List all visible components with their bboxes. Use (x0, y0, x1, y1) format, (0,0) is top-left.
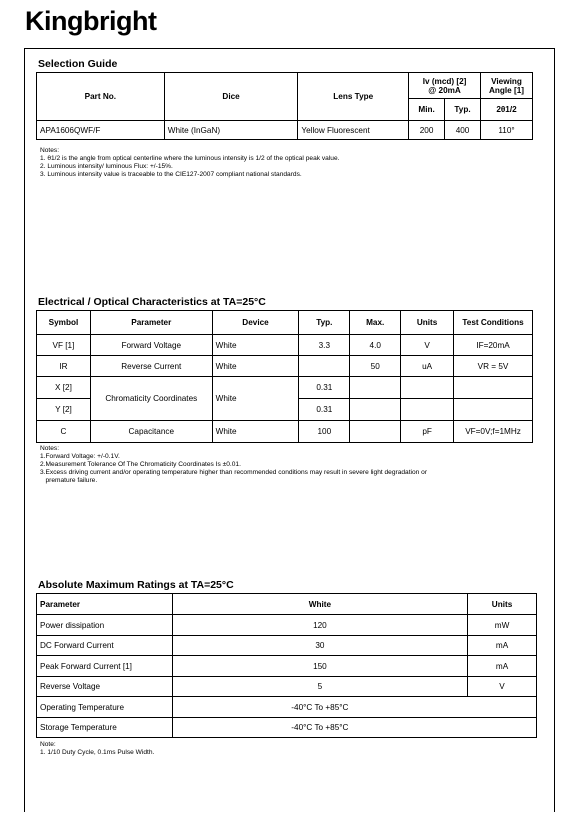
selection-guide-title: Selection Guide (38, 58, 118, 70)
iv-typ-cell: 400 (445, 121, 481, 140)
device-cell: White (212, 421, 299, 443)
note-line: 2.Measurement Tolerance Of The Chromaticity Coordinates Is ±0.01. (40, 461, 241, 468)
header-viewing-line1: Viewing (491, 76, 522, 86)
header-viewing-line2: Angle [1] (488, 85, 525, 95)
symbol-cell: Y [2] (37, 399, 91, 421)
units-cell: mA (468, 656, 537, 677)
header-dice: Dice (164, 73, 298, 121)
header-units: Units (401, 311, 454, 335)
note-line: Notes: (40, 445, 60, 452)
selection-guide-table (36, 72, 533, 140)
header-iv-line2: @ 20mA (428, 85, 461, 95)
typ-cell: 0.31 (299, 377, 350, 399)
parameter-cell: Operating Temperature (37, 697, 173, 718)
units-cell (401, 399, 454, 421)
header-white: White (172, 594, 467, 615)
condition-cell (454, 399, 533, 421)
note-line: 2. Luminous intensity/ luminous Flux: +/-15%. (40, 163, 173, 170)
header-theta: 2θ1/2 (481, 99, 533, 121)
parameter-cell: Storage Temperature (37, 718, 173, 738)
note-line: Notes: (40, 147, 60, 154)
header-typ: Typ. (445, 99, 481, 121)
device-cell: White (212, 377, 299, 421)
angle-cell: 110° (481, 121, 533, 140)
header-parameter: Parameter (90, 311, 212, 335)
header-units: Units (468, 594, 537, 615)
condition-cell (454, 377, 533, 399)
parameter-cell: Reverse Voltage (37, 677, 173, 697)
value-cell: -40°C To +85°C (172, 697, 536, 718)
symbol-cell: VF [1] (37, 335, 91, 356)
header-viewing-angle (481, 73, 533, 99)
value-cell: 120 (172, 615, 467, 636)
symbol-cell: C (37, 421, 91, 443)
parameter-cell: Power dissipation (37, 615, 173, 636)
condition-cell: VF=0V;f=1MHz (454, 421, 533, 443)
header-symbol: Symbol (37, 311, 91, 335)
units-cell: mA (468, 636, 537, 656)
brand-logo: Kingbright (25, 6, 157, 36)
header-lens-type: Lens Type (298, 73, 409, 121)
parameter-cell: Chromaticity Coordinates (90, 377, 212, 421)
note-line: 1.Forward Voltage: +/-0.1V. (40, 453, 120, 460)
note-line: premature failure. (40, 477, 98, 484)
parameter-cell: Capacitance (90, 421, 212, 443)
value-cell: 5 (172, 677, 467, 697)
units-cell (401, 377, 454, 399)
parameter-cell: Forward Voltage (90, 335, 212, 356)
typ-cell: 3.3 (299, 335, 350, 356)
note-line: 1. θ1/2 is the angle from optical centerline where the luminous intensity is 1/2 of the optical peak value. (40, 155, 340, 162)
header-device: Device (212, 311, 299, 335)
condition-cell: VR = 5V (454, 356, 533, 377)
electrical-table (36, 310, 533, 443)
symbol-cell: X [2] (37, 377, 91, 399)
note-line: 1. 1/10 Duty Cycle, 0.1ms Pulse Width. (40, 749, 155, 756)
absolute-ratings-notes (40, 741, 154, 757)
header-iv (409, 73, 481, 99)
parameter-cell: Reverse Current (90, 356, 212, 377)
units-cell: V (468, 677, 537, 697)
part-no-cell: APA1606QWF/F (37, 121, 165, 140)
units-cell: pF (401, 421, 454, 443)
header-parameter: Parameter (37, 594, 173, 615)
symbol-cell: IR (37, 356, 91, 377)
typ-cell: 100 (299, 421, 350, 443)
max-cell: 4.0 (350, 335, 401, 356)
dice-cell: White (InGaN) (164, 121, 298, 140)
header-part-no: Part No. (37, 73, 165, 121)
header-test-conditions: Test Conditions (454, 311, 533, 335)
absolute-ratings-title: Absolute Maximum Ratings at TA=25°C (38, 579, 234, 591)
electrical-notes (40, 445, 427, 485)
max-cell (350, 377, 401, 399)
electrical-title: Electrical / Optical Characteristics at TA=25°C (38, 296, 266, 308)
note-line: 3.Excess driving current and/or operating temperature higher than recommended conditions may result in severe light degradation or (40, 469, 428, 476)
device-cell: White (212, 356, 299, 377)
note-line: 3. Luminous intensity value is traceable to the CIE127-2007 compliant national standards. (40, 171, 302, 178)
value-cell: -40°C To +85°C (172, 718, 536, 738)
header-max: Max. (350, 311, 401, 335)
device-cell: White (212, 335, 299, 356)
note-line: Note: (40, 741, 56, 748)
max-cell: 50 (350, 356, 401, 377)
selection-guide-notes (40, 147, 339, 179)
header-min: Min. (409, 99, 445, 121)
units-cell: uA (401, 356, 454, 377)
header-typ: Typ. (299, 311, 350, 335)
max-cell (350, 399, 401, 421)
units-cell: V (401, 335, 454, 356)
max-cell (350, 421, 401, 443)
value-cell: 150 (172, 656, 467, 677)
typ-cell: 0.31 (299, 399, 350, 421)
header-iv-line1: Iv (mcd) [2] (422, 76, 467, 86)
typ-cell (299, 356, 350, 377)
parameter-cell: Peak Forward Current [1] (37, 656, 173, 677)
absolute-ratings-table (36, 593, 537, 738)
value-cell: 30 (172, 636, 467, 656)
units-cell: mW (468, 615, 537, 636)
parameter-cell: DC Forward Current (37, 636, 173, 656)
iv-min-cell: 200 (409, 121, 445, 140)
condition-cell: IF=20mA (454, 335, 533, 356)
lens-type-cell: Yellow Fluorescent (298, 121, 409, 140)
